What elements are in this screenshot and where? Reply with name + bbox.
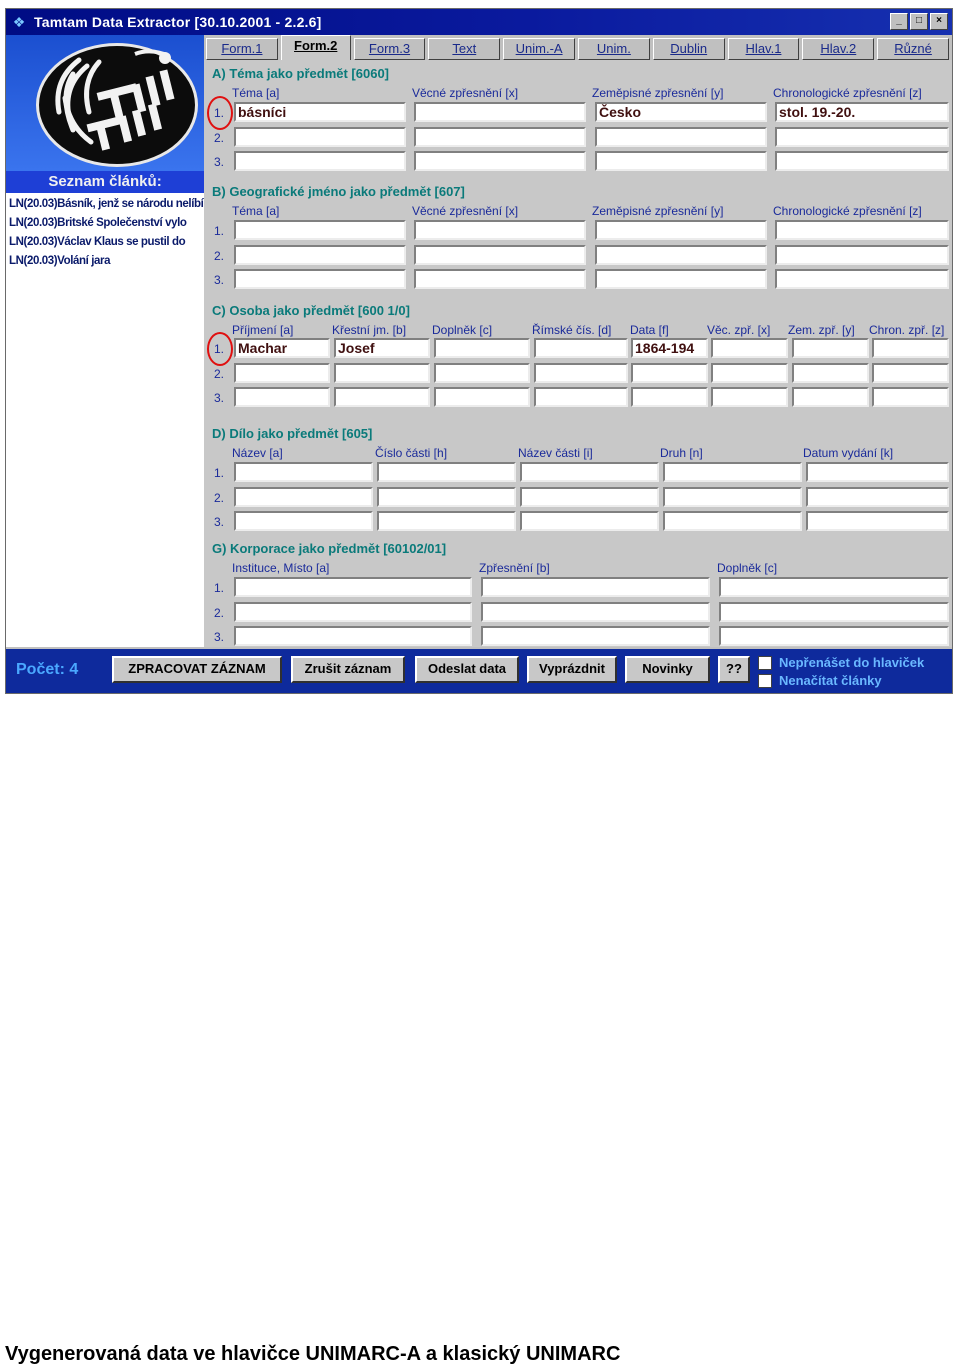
col-label: Chronologické zpřesnění [z] <box>773 86 922 100</box>
col-label: Zpřesnění [b] <box>479 561 550 575</box>
section-c-title: C) Osoba jako předmět [600 1/0] <box>212 303 410 318</box>
instituce-field[interactable] <box>234 577 472 597</box>
druh-field[interactable] <box>663 487 802 507</box>
doplnek-field[interactable] <box>434 363 530 383</box>
datum-vydani-field[interactable] <box>806 462 949 482</box>
maximize-button[interactable]: □ <box>910 13 928 30</box>
druh-field[interactable] <box>663 462 802 482</box>
tamtam-logo <box>36 43 198 167</box>
zem-zpr-field[interactable] <box>792 387 869 407</box>
cislo-casti-field[interactable] <box>377 511 516 531</box>
tema-field[interactable] <box>234 127 406 147</box>
instituce-field[interactable] <box>234 602 472 622</box>
instituce-field[interactable] <box>234 626 472 646</box>
zemepisne-field[interactable] <box>595 220 767 240</box>
tab-text[interactable]: Text <box>428 38 500 60</box>
col-label: Název části [i] <box>518 446 593 460</box>
logo-area <box>6 35 204 171</box>
list-item[interactable]: LN(20.03)Britské Společenství vylo <box>9 217 187 229</box>
close-button[interactable]: × <box>930 13 948 30</box>
doplnek-field[interactable] <box>719 602 949 622</box>
vec-zpr-field[interactable] <box>711 387 788 407</box>
chronologicke-field[interactable] <box>775 269 949 289</box>
section-g-title: G) Korporace jako předmět [60102/01] <box>212 541 447 556</box>
zemepisne-field[interactable] <box>595 127 767 147</box>
figure-caption: Vygenerovaná data ve hlavičce UNIMARC-A a klasický UNIMARC <box>5 1343 621 1365</box>
tab-hlav1[interactable]: Hlav.1 <box>728 38 800 60</box>
vecne-field[interactable] <box>414 245 586 265</box>
help-button[interactable]: ?? <box>718 656 750 683</box>
form-panel <box>204 60 952 648</box>
datum-vydani-field[interactable] <box>806 487 949 507</box>
prijmeni-field[interactable] <box>234 387 330 407</box>
col-label: Téma [a] <box>232 86 280 100</box>
rimske-field[interactable] <box>534 387 628 407</box>
chron-zpr-field[interactable] <box>872 387 949 407</box>
record-count: Počet: 4 <box>16 661 79 678</box>
zemepisne-field[interactable] <box>595 245 767 265</box>
nazev-field[interactable] <box>234 487 373 507</box>
send-data-button[interactable]: Odeslat data <box>415 656 519 683</box>
vecne-field[interactable] <box>414 151 586 171</box>
row-number: 2. <box>214 606 225 620</box>
bottom-bar <box>6 647 952 693</box>
chron-zpr-field[interactable] <box>872 363 949 383</box>
tab-bar <box>204 35 952 60</box>
row-number: 2. <box>214 131 225 145</box>
tema-field[interactable]: básníci <box>234 102 406 122</box>
chronologicke-field[interactable] <box>775 127 949 147</box>
col-label: Zeměpisné zpřesnění [y] <box>592 204 724 218</box>
chronologicke-field[interactable] <box>775 220 949 240</box>
col-label: Datum vydání [k] <box>803 446 894 460</box>
list-item[interactable]: LN(20.03)Básník, jenž se národu nelíbí <box>9 198 204 210</box>
nazev-casti-field[interactable] <box>520 487 659 507</box>
col-label: Křestní jm. [b] <box>332 323 407 337</box>
row-number: 1. <box>214 106 225 120</box>
doplnek-field[interactable] <box>719 577 949 597</box>
krestni-field[interactable] <box>334 363 430 383</box>
col-label: Věcné zpřesnění [x] <box>412 204 519 218</box>
prijmeni-field[interactable] <box>234 363 330 383</box>
row-number: 3. <box>214 273 225 287</box>
title-bar[interactable] <box>6 9 952 35</box>
tema-field[interactable] <box>234 269 406 289</box>
list-item[interactable]: LN(20.03)Václav Klaus se pustil do <box>9 236 186 248</box>
zpresneni-field[interactable] <box>481 602 710 622</box>
cislo-casti-field[interactable] <box>377 487 516 507</box>
cancel-record-button[interactable]: Zrušit záznam <box>291 656 405 683</box>
col-label: Zem. zpř. [y] <box>788 323 855 337</box>
tab-hlav2[interactable]: Hlav.2 <box>802 38 874 60</box>
app-window <box>5 8 953 694</box>
data-field[interactable] <box>631 363 708 383</box>
col-label: Číslo části [h] <box>375 446 448 460</box>
krestni-field[interactable] <box>334 387 430 407</box>
chronologicke-field[interactable] <box>775 151 949 171</box>
vecne-field[interactable] <box>414 269 586 289</box>
nazev-field[interactable] <box>234 511 373 531</box>
tema-field[interactable] <box>234 245 406 265</box>
col-label: Název [a] <box>232 446 283 460</box>
tema-field[interactable] <box>234 220 406 240</box>
process-record-button[interactable]: ZPRACOVAT ZÁZNAM <box>112 656 282 683</box>
tab-form2[interactable]: Form.2 <box>281 35 351 60</box>
col-label: Doplněk [c] <box>432 323 493 337</box>
row-number: 2. <box>214 367 225 381</box>
col-label: Chron. zpř. [z] <box>869 323 945 337</box>
data-field[interactable]: 1864-194 <box>631 338 708 358</box>
no-transfer-checkbox-row[interactable] <box>758 655 924 670</box>
window-controls <box>890 13 948 30</box>
clear-button[interactable]: Vyprázdnit <box>527 656 617 683</box>
row-number: 3. <box>214 155 225 169</box>
col-label: Data [f] <box>630 323 669 337</box>
vecne-field[interactable] <box>414 102 586 122</box>
col-label: Druh [n] <box>660 446 703 460</box>
chronologicke-field[interactable] <box>775 245 949 265</box>
col-label: Věcné zpřesnění [x] <box>412 86 519 100</box>
news-button[interactable]: Novinky <box>625 656 710 683</box>
nazev-field[interactable] <box>234 462 373 482</box>
druh-field[interactable] <box>663 511 802 531</box>
zemepisne-field[interactable] <box>595 269 767 289</box>
cislo-casti-field[interactable] <box>377 462 516 482</box>
doplnek-field[interactable] <box>434 387 530 407</box>
row-number: 3. <box>214 515 225 529</box>
zemepisne-field[interactable] <box>595 151 767 171</box>
col-label: Zeměpisné zpřesnění [y] <box>592 86 724 100</box>
no-load-checkbox[interactable] <box>758 674 772 688</box>
prijmeni-field[interactable]: Machar <box>234 338 330 358</box>
col-label: Příjmení [a] <box>232 323 294 337</box>
row-number: 1. <box>214 466 225 480</box>
article-list[interactable] <box>6 195 204 271</box>
logo-graphic <box>39 46 195 164</box>
rimske-field[interactable] <box>534 338 628 358</box>
minimize-button[interactable]: _ <box>890 13 908 30</box>
tab-form3[interactable]: Form.3 <box>354 38 426 60</box>
tab-unim-a[interactable]: Unim.-A <box>503 38 575 60</box>
zemepisne-field[interactable]: Česko <box>595 102 767 122</box>
list-item[interactable]: LN(20.03)Volání jara <box>9 255 111 267</box>
col-label: Věc. zpř. [x] <box>707 323 771 337</box>
checkbox-label: Nepřenášet do hlaviček <box>779 655 925 670</box>
article-list-title: Seznam článků: <box>6 171 204 193</box>
chronologicke-field[interactable]: stol. 19.-20. <box>775 102 949 122</box>
krestni-field[interactable]: Josef <box>334 338 430 358</box>
row-number: 2. <box>214 249 225 263</box>
zem-zpr-field[interactable] <box>792 338 869 358</box>
nazev-casti-field[interactable] <box>520 511 659 531</box>
zem-zpr-field[interactable] <box>792 363 869 383</box>
nazev-casti-field[interactable] <box>520 462 659 482</box>
doplnek-field[interactable] <box>719 626 949 646</box>
col-label: Instituce, Místo [a] <box>232 561 330 575</box>
row-number: 1. <box>214 581 225 595</box>
app-icon: ❖ <box>12 13 26 30</box>
row-number: 3. <box>214 630 225 644</box>
row-number: 3. <box>214 391 225 405</box>
col-label: Doplněk [c] <box>717 561 778 575</box>
doplnek-field[interactable] <box>434 338 530 358</box>
col-label: Téma [a] <box>232 204 280 218</box>
datum-vydani-field[interactable] <box>806 511 949 531</box>
data-field[interactable] <box>631 387 708 407</box>
row-number: 1. <box>214 342 225 356</box>
zpresneni-field[interactable] <box>481 577 710 597</box>
vecne-field[interactable] <box>414 127 586 147</box>
row-number: 1. <box>214 224 225 238</box>
zpresneni-field[interactable] <box>481 626 710 646</box>
no-load-checkbox-row[interactable] <box>758 673 882 688</box>
col-label: Římské čís. [d] <box>532 323 612 337</box>
checkbox-label: Nenačítat články <box>779 673 882 688</box>
window-title: Tamtam Data Extractor [30.10.2001 - 2.2.6] <box>34 14 322 30</box>
tab-form1[interactable]: Form.1 <box>206 38 278 60</box>
left-pane <box>6 35 204 647</box>
tab-dublin[interactable]: Dublin <box>653 38 725 60</box>
section-a-title: A) Téma jako předmět [6060] <box>212 66 390 81</box>
vecne-field[interactable] <box>414 220 586 240</box>
tema-field[interactable] <box>234 151 406 171</box>
vec-zpr-field[interactable] <box>711 338 788 358</box>
rimske-field[interactable] <box>534 363 628 383</box>
tab-unim[interactable]: Unim. <box>578 38 650 60</box>
tab-ruzne[interactable]: Různé <box>877 38 949 60</box>
vec-zpr-field[interactable] <box>711 363 788 383</box>
col-label: Chronologické zpřesnění [z] <box>773 204 922 218</box>
chron-zpr-field[interactable] <box>872 338 949 358</box>
row-number: 2. <box>214 491 225 505</box>
section-d-title: D) Dílo jako předmět [605] <box>212 426 373 441</box>
no-transfer-checkbox[interactable] <box>758 656 772 670</box>
section-b-title: B) Geografické jméno jako předmět [607] <box>212 184 465 199</box>
